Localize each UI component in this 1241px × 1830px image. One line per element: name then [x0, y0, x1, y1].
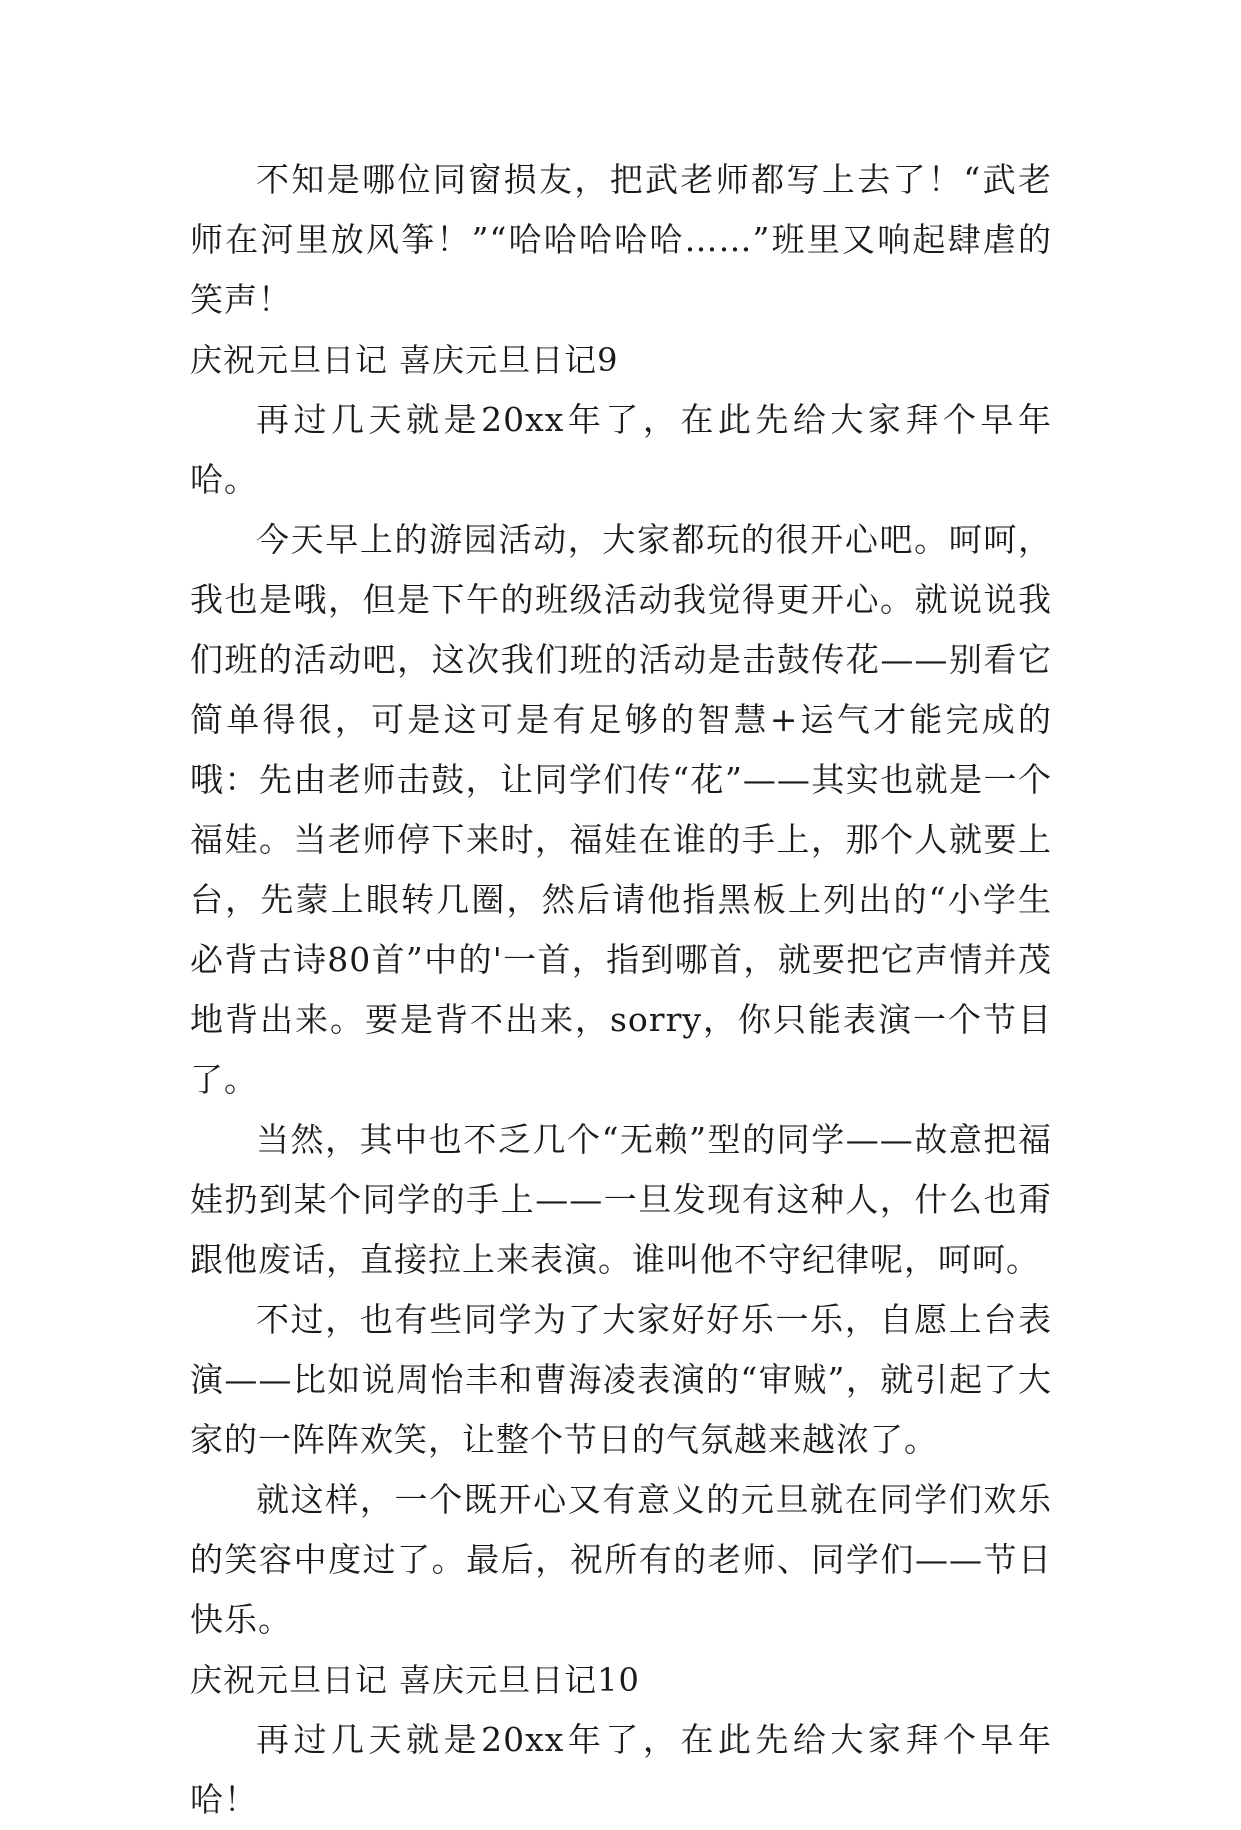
paragraph: 再过几天就是20xx年了，在此先给大家拜个早年哈！ — [190, 1720, 1052, 1819]
paragraph: 今天早上的游园活动，大家都玩的很开心吧。呵呵，我也是哦，但是下午的班级活动我觉得更开心。就说说我们班的活动吧，这次我们班的活动是击鼓传花——别看它简单得很，可是这可是有足够的智慧+运气才能完成的哦：先由老师击鼓，让同学们传“花”——其实也就是一个福娃。当老师停下来时，福娃在谁的手上，那个人就要上台，先蒙上眼转几圈，然后请他指黑板上列出的“小学生必背古诗80首”中的'一首，指到哪首，就要把它声情并茂地背出来。要是背不出来，sorry，你只能表演一个节目了。 — [190, 520, 1052, 1099]
paragraph: 当然，其中也不乏几个“无赖”型的同学——故意把福娃扔到某个同学的手上——一旦发现有这种人，什么也甭跟他废话，直接拉上来表演。谁叫他不守纪律呢，呵呵。 — [190, 1120, 1052, 1279]
section-heading: 庆祝元旦日记 喜庆元旦日记9 — [190, 341, 619, 379]
paragraph: 不过，也有些同学为了大家好好乐一乐，自愿上台表演——比如说周怡丰和曹海凌表演的“审贼”，就引起了大家的一阵阵欢笑，让整个节日的气氛越来越浓了。 — [190, 1300, 1052, 1459]
paragraph: 再过几天就是20xx年了，在此先给大家拜个早年哈。 — [190, 400, 1052, 499]
section-heading: 庆祝元旦日记 喜庆元旦日记10 — [190, 1661, 640, 1699]
paragraph: 就这样，一个既开心又有意义的元旦就在同学们欢乐的笑容中度过了。最后，祝所有的老师、同学们——节日快乐。 — [190, 1480, 1052, 1639]
document-body — [190, 150, 1052, 1830]
paragraph: 不知是哪位同窗损友，把武老师都写上去了！“武老师在河里放风筝！”“哈哈哈哈哈……”班里又响起肆虐的笑声！ — [190, 160, 1052, 319]
